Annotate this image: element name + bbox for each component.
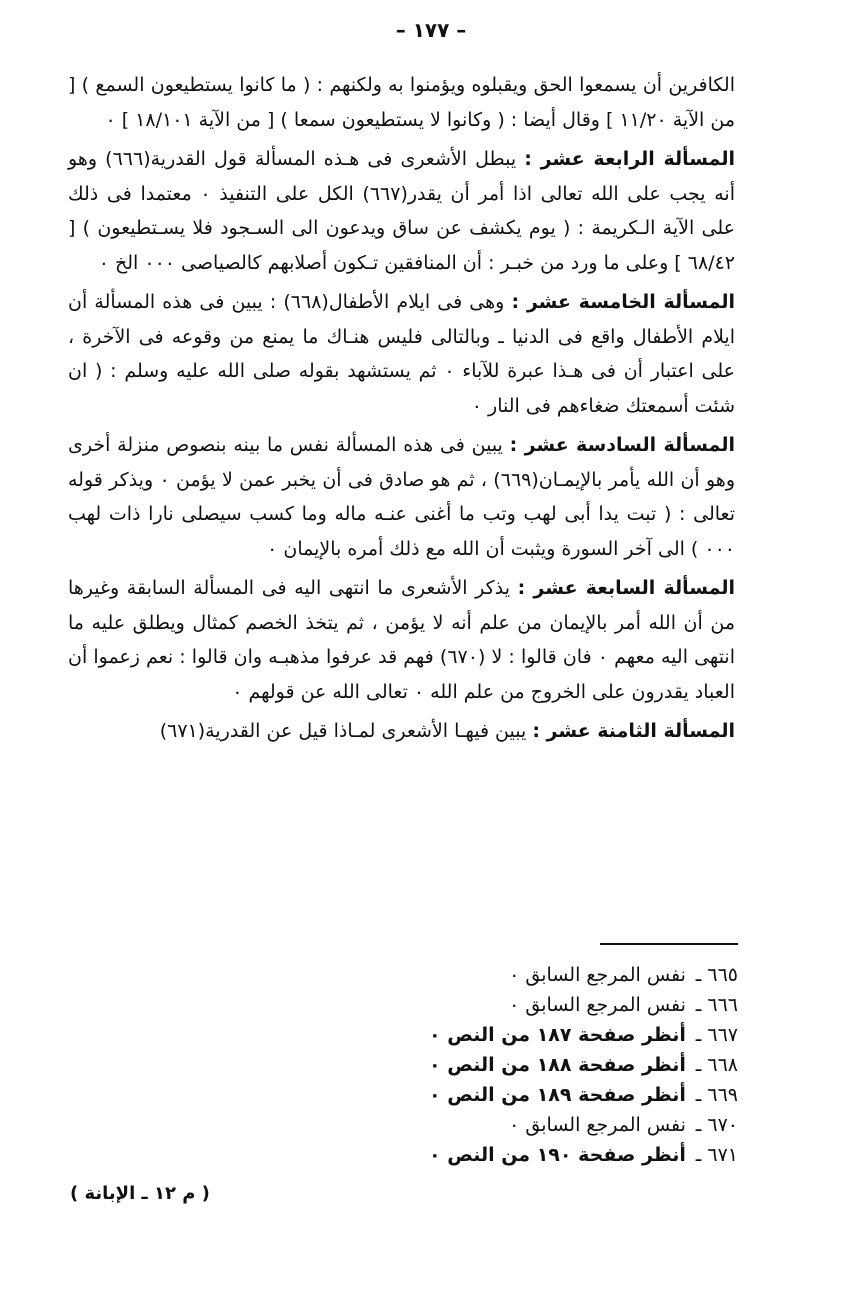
footnote-text: أنظر صفحة ١٨٩ من النص ٠ [429,1084,686,1106]
page-number: – ١٧٧ – [395,18,467,42]
footnote-item [358,960,738,990]
paragraph-text: يذكر الأشعرى ما انتهى اليه فى المسألة السابقة وغيرها من أن الله أمر بالإيمان من علم أنه لا يؤمن ، ثم يتخذ الخصم كمثال ويطلق عليه ما انتهى اليه معهم ٠ فان قالوا : لا (٦٧٠) فهم قد عرفوا مذهبـه وان قالوا : نعم زعموا أن العباد يقدرون على الخروج من علم الله ٠ تعالى الله عن قولهم ٠ [68,577,735,703]
paragraph-heading: المسألة السادسة عشر : [509,434,735,456]
paragraph-3 [68,285,735,423]
footnote-number: ٦٧٠ ـ [695,1114,738,1136]
footnote-item [358,1080,738,1110]
paragraph-text: وهى فى ايلام الأطفال(٦٦٨) : يبين فى هذه المسألة أن ايلام الأطفال واقع فى الدنيا ـ وبالتالى فليس هنـاك ما يمنع من وقوعه فى الآخرة ، على اعتبار أن فى هـذا عبرة للآباء ٠ ثم يستشهد بقوله صلى الله عليه وسلم : ( ان شئت أسمعتك ضغاءهم فى النار ٠ [68,291,735,417]
footnote-number: ٦٦٦ ـ [695,994,738,1016]
footnote-item [358,1110,738,1140]
paragraph-5 [68,571,735,709]
footnote-text: نفس المرجع السابق ٠ [509,964,686,986]
paragraph-heading: المسألة الثامنة عشر : [532,720,735,742]
footnote-text: أنظر صفحة ١٨٧ من النص ٠ [429,1024,686,1046]
footnote-item [358,1050,738,1080]
signature-mark: ( م ١٢ ـ الإبانة ) [70,1183,210,1204]
footnote-text: نفس المرجع السابق ٠ [509,1114,686,1136]
paragraph-4 [68,428,735,566]
paragraph-text: يبطل الأشعرى فى هـذه المسألة قول القدرية(٦٦٦) وهو أنه يجب على الله تعالى اذا أمر أن يقدر(٦٦٧) الكل على التنفيذ ٠ معتمدا فى ذلك على الآية الـكريمة : ( يوم يكشف عن ساق ويدعون الى السـجود فلا يسـتطيعون ) [ ٦٨/٤٢ ] وعلى ما ورد من خبـر : أن المنافقين تـكون أصلابهم كالصياصى ٠٠٠ الخ ٠ [68,148,735,274]
main-text [68,68,735,754]
footnote-number: ٦٦٥ ـ [695,964,738,986]
footnotes [358,960,738,1170]
footnote-number: ٦٧١ ـ [695,1144,738,1166]
paragraph-heading: المسألة الخامسة عشر : [511,291,736,313]
footnote-text: أنظر صفحة ١٩٠ من النص ٠ [429,1144,686,1166]
paragraph-text: يبين فى هذه المسألة نفس ما بينه بنصوص منزلة أخرى وهو أن الله يأمر بالإيمـان(٦٦٩) ، ثم هو صادق فى أن يخبر عمن لا يؤمن ٠ ويذكر قوله تعالى : ( تبت يدا أبى لهب وتب ما أغنى عنـه ماله وما كسب سيصلى نارا ذات لهب ٠٠٠ ) الى آخر السورة ويثبت أن الله مع ذلك أمره بالإيمان ٠ [68,434,736,560]
footnote-number: ٦٦٨ ـ [695,1054,738,1076]
footnote-item [358,990,738,1020]
footnote-number: ٦٦٧ ـ [695,1024,738,1046]
paragraph-6 [68,714,735,749]
footnote-item [358,1140,738,1170]
paragraph-text: الكافرين أن يسمعوا الحق ويقبلوه ويؤمنوا به ولكنهم : ( ما كانوا يستطيعون السمع ) [ من الآية ١١/٢٠ ] وقال أيضا : ( وكانوا لا يستطيعون سمعا ) [ من الآية ١٨/١٠١ ] ٠ [68,74,735,131]
footnote-text: نفس المرجع السابق ٠ [509,994,686,1016]
paragraph-1 [68,68,735,137]
paragraph-2 [68,142,735,280]
footnote-divider [600,943,738,945]
paragraph-heading: المسألة السابعة عشر : [517,577,735,599]
paragraph-text: يبين فيهـا الأشعرى لمـاذا قيل عن القدرية(٦٧١) [159,720,527,742]
footnote-item [358,1020,738,1050]
footnote-text: أنظر صفحة ١٨٨ من النص ٠ [429,1054,686,1076]
paragraph-heading: المسألة الرابعة عشر : [524,148,735,170]
footnote-number: ٦٦٩ ـ [695,1084,738,1106]
